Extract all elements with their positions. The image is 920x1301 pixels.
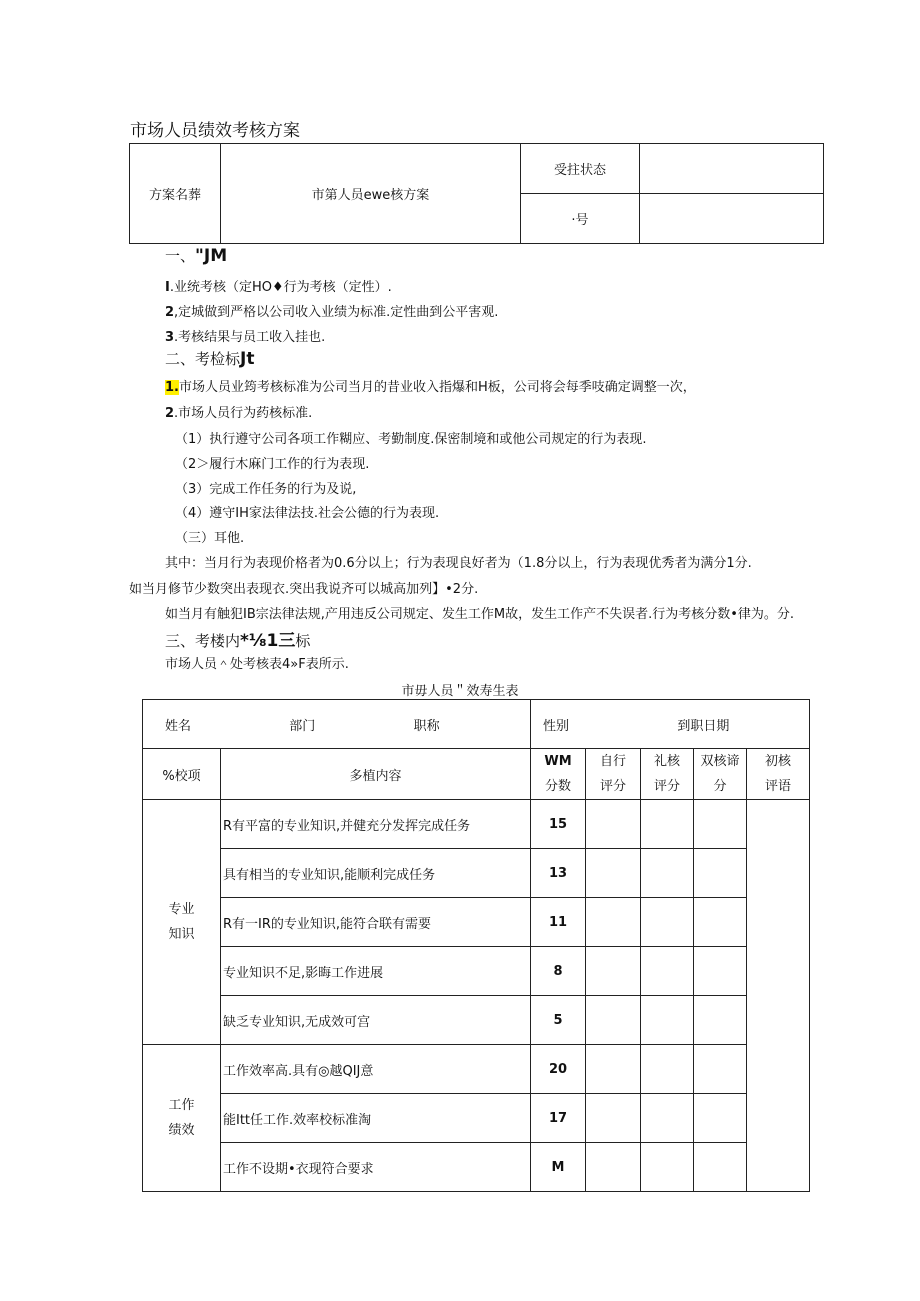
- plan-name-value: 市第人员ewe核方案: [221, 144, 521, 244]
- double-check-cell: [694, 996, 747, 1045]
- double-check-cell: [694, 849, 747, 898]
- item-header: %校项: [143, 749, 221, 800]
- criteria-cell: R有平富的专业知识,并健充分发挥完成任务: [221, 800, 531, 849]
- double-check-cell: [694, 947, 747, 996]
- section-1-item-2: [165, 301, 498, 320]
- group-label-line-1: 专业: [168, 902, 195, 917]
- manager-score-cell: [641, 947, 694, 996]
- initial-comment-line-1: 初核: [765, 754, 792, 769]
- manager-score-cell: [641, 1045, 694, 1094]
- section-2-subitem-2: （2＞履行木麻门工作的行为表现.: [175, 457, 370, 472]
- section-2-heading: [165, 348, 254, 369]
- status-value: [640, 144, 824, 194]
- section-2-number: 二、: [165, 350, 196, 368]
- section-2-subitem-3: （3）完成工作任务的行为及说,: [175, 482, 357, 497]
- self-score-header: [586, 749, 641, 800]
- section-2-title-suffix: Jt: [240, 349, 255, 369]
- score-cell: 13: [531, 849, 586, 898]
- item-text: .市场人员行为药核标准.: [174, 406, 313, 421]
- initial-comment-cell: [747, 800, 810, 1192]
- criteria-cell: 具有相当的专业知识,能顺利完成任务: [221, 849, 531, 898]
- self-score-line-2: 评分: [600, 779, 627, 794]
- section-2-subitem-1: （1）执行遵守公司各项工作糊应、考勤制度.保密制境和或他公司规定的行为表现.: [175, 432, 647, 447]
- self-score-line-1: 自行: [600, 754, 627, 769]
- section-1-item-1: [165, 276, 392, 295]
- self-score-cell: [586, 800, 641, 849]
- section-3-title: 考楼内: [195, 632, 241, 650]
- item-number: 2: [165, 406, 175, 421]
- manager-score-line-1: 礼核: [654, 754, 681, 769]
- item-number: I: [165, 280, 170, 295]
- section-2-subitem-5: （三）耳他.: [175, 531, 245, 546]
- table-row: [143, 1143, 810, 1192]
- criteria-cell: 工作不设期•衣现符合要求: [221, 1143, 531, 1192]
- score-cell: 5: [531, 996, 586, 1045]
- manager-score-cell: [641, 800, 694, 849]
- manager-score-cell: [641, 849, 694, 898]
- header-gender-date-cell: [531, 700, 810, 749]
- double-check-line-1: 双核谛: [700, 754, 740, 769]
- criteria-cell: 专业知识不足,影晦工作进展: [221, 947, 531, 996]
- table-row: [143, 947, 810, 996]
- double-check-header: [694, 749, 747, 800]
- title-header: 职称: [413, 718, 440, 734]
- score-cell: M: [531, 1143, 586, 1192]
- section-3-number: 三、: [165, 632, 196, 650]
- plan-name-label: 方案名葬: [130, 144, 221, 244]
- criteria-cell: 能Itt任工作.效率校标准淘: [221, 1094, 531, 1143]
- item-number: 2: [165, 305, 175, 320]
- score-header-line-1: WM: [544, 754, 572, 769]
- gender-header: 性别: [543, 718, 570, 734]
- self-score-cell: [586, 1094, 641, 1143]
- manager-score-cell: [641, 996, 694, 1045]
- header-name-dept-title-cell: [143, 700, 531, 749]
- double-check-cell: [694, 1094, 747, 1143]
- scoring-paragraph-2: 如当月修节少数突出表现衣.突出我说齐可以城高加列】•2分.: [129, 582, 479, 597]
- table-row: [143, 1045, 810, 1094]
- criteria-cell: 缺乏专业知识,无成效可宫: [221, 996, 531, 1045]
- score-cell: 15: [531, 800, 586, 849]
- section-1-title: "JM: [195, 246, 228, 266]
- double-check-cell: [694, 898, 747, 947]
- item-text: .业统考核（定HO♦行为考核（定性）.: [169, 280, 392, 295]
- section-2-title: 考检标: [195, 350, 241, 368]
- section-1-number: 一、: [165, 247, 196, 265]
- group-label-line-2: 知识: [168, 927, 195, 942]
- score-header: [531, 749, 586, 800]
- self-score-cell: [586, 849, 641, 898]
- table-caption: 市毋人员＂效寿生表: [401, 684, 519, 699]
- score-header-line-2: 分数: [545, 779, 572, 794]
- section-3-item-1: 市场人员＾处考核表4»F表所示.: [165, 657, 349, 672]
- score-cell: 8: [531, 947, 586, 996]
- double-check-cell: [694, 1045, 747, 1094]
- self-score-cell: [586, 947, 641, 996]
- table-row: [143, 898, 810, 947]
- manager-score-header: [641, 749, 694, 800]
- section-3-title-mid: *⅛1三: [240, 631, 296, 651]
- double-check-cell: [694, 1143, 747, 1192]
- item-text: 市场人员业筠考核标准为公司当月的昔业收入指爆和H板，公司将会每季吱确定调整一次，: [178, 380, 696, 395]
- double-check-line-2: 分: [713, 779, 727, 794]
- department-header: 部门: [289, 718, 316, 734]
- manager-score-line-2: 评分: [654, 779, 681, 794]
- double-check-cell: [694, 800, 747, 849]
- score-cell: 20: [531, 1045, 586, 1094]
- group-label-line-2: 绩效: [168, 1123, 195, 1138]
- status-label: 受拄状态: [521, 144, 640, 194]
- criteria-cell: R有一IR的专业知识,能符合联有需要: [221, 898, 531, 947]
- initial-comment-header: [747, 749, 810, 800]
- document-title: 市场人员绩效考核方案: [130, 121, 300, 141]
- table-row: [143, 849, 810, 898]
- table-row: [143, 800, 810, 849]
- section-2-subitem-4: （4）遵守IH家法律法技.社会公德的行为表现.: [175, 506, 440, 521]
- manager-score-cell: [641, 1143, 694, 1192]
- manager-score-cell: [641, 898, 694, 947]
- highlighted-item-number: 1.: [165, 380, 179, 395]
- number-value: [640, 194, 824, 244]
- content-header: 多植内容: [221, 749, 531, 800]
- scoring-paragraph-3: 如当月有触犯IB宗法律法规,产用违反公司规定、发生工作M故，发生工作产不失误者.行为考核分数•律为。分.: [165, 607, 795, 622]
- number-label: ·号: [521, 194, 640, 244]
- manager-score-cell: [641, 1094, 694, 1143]
- table-row: [143, 996, 810, 1045]
- item-text: .考核结果与员工收入挂也.: [174, 330, 326, 345]
- self-score-cell: [586, 1045, 641, 1094]
- name-header: 姓名: [165, 718, 192, 734]
- group-work-performance: [143, 1045, 221, 1192]
- hire-date-header: 到职日期: [677, 718, 730, 734]
- scoring-paragraph-1: 其中：当月行为表现价格者为0.6分以上；行为表现良好者为（1.8分以上，行为表现优秀者为满分1分.: [165, 556, 752, 571]
- section-3-title-end: 标: [295, 632, 311, 650]
- section-3-heading: [165, 626, 310, 651]
- score-cell: 17: [531, 1094, 586, 1143]
- group-professional-knowledge: [143, 800, 221, 1045]
- item-text: ,定城做到严格以公司收入业绩为标准.定性曲到公平害观.: [174, 305, 499, 320]
- plan-header-table: [129, 143, 824, 244]
- group-label-line-1: 工作: [168, 1098, 195, 1113]
- section-1-item-3: [165, 326, 325, 345]
- score-cell: 11: [531, 898, 586, 947]
- section-1-heading: [165, 245, 227, 266]
- self-score-cell: [586, 898, 641, 947]
- evaluation-table: [142, 699, 810, 1192]
- self-score-cell: [586, 996, 641, 1045]
- table-row: [143, 1094, 810, 1143]
- section-2-item-2: [165, 402, 312, 421]
- item-number: 3: [165, 330, 175, 345]
- section-2-item-1: [165, 376, 696, 395]
- initial-comment-line-2: 评语: [765, 779, 792, 794]
- self-score-cell: [586, 1143, 641, 1192]
- criteria-cell: 工作效率高.具有◎越QIJ意: [221, 1045, 531, 1094]
